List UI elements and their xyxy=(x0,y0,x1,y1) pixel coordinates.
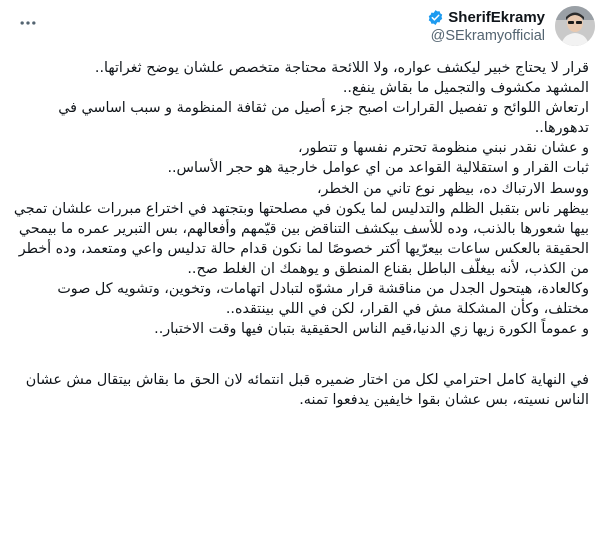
author-display-name[interactable]: SherifEkramy xyxy=(448,8,545,26)
tweet-paragraph-closing: في النهاية كامل احترامي لكل من اختار ضميره قبل انتمائه لان الحق ما بقاش بيتقال مش عشان الناس نسيته، بس عشان بقوا خايفين يدفعوا تمنه. xyxy=(25,372,589,409)
display-name-row xyxy=(427,9,545,26)
author-handle[interactable]: @SEkramyofficial xyxy=(430,27,545,44)
tweet-header xyxy=(8,6,595,50)
avatar[interactable] xyxy=(555,6,595,46)
more-horizontal-icon[interactable] xyxy=(14,12,42,34)
verified-badge-icon xyxy=(427,9,444,26)
author-names xyxy=(427,9,545,44)
tweet-paragraph-main: قرار لا يحتاج خبير ليكشف عواره، ولا اللائحة محتاجة متخصص علشان يوضح ثغراتها.. المشهد مكشوف والتجميل ما بقاش ينفع.. ارتعاش اللوائح و تفصيل القرارات اصبح جزء أصيل من ثقافة المنظومة و سبب اساسي في تدهورها.. و عشان نقدر نبني منظومة تحترم نفسها و تتطور، ثبات القرار و استقلالية القواعد من اي عوامل خارجية هو حجر الأساس.. ووسط الارتباك ده، بيظهر نوع تاني من الخطر، بيظهر ناس بتقبل الظلم والتدليس لما يكون في مصلحتها وبتجتهد في اختراع مبررات علشان تمجي بيها شعورها بالذنب، وده للأسف بيكشف التناقض بين قيّمهم وأفعالهم، بس التبرير عمره ما بيمحي الحقيقة بالعكس ساعات بيعرّيها أكتر خصوصًا لما نكون قدام حالة تدليس واعي ومتعمد، وده أخطر من الكذب، لأنه بيغلّف الباطل بقناع المنطق و يوهمك ان الغلط صح.. وكالعادة، هيتحول الجدل من مناقشة قرار مشوّه لتبادل اتهامات، وتخوين، وتشويه كل صوت مختلف، وكأن المشكلة مش في القرار، لكن في اللي بينتقده.. و عموماً الكورة زيها زي الدنيا،قيم الناس الحقيقية بتبان فيها وقت الاختبار.. xyxy=(13,60,589,338)
paragraph-gap xyxy=(12,339,589,370)
author-block xyxy=(427,6,595,46)
tweet-text xyxy=(12,58,589,411)
